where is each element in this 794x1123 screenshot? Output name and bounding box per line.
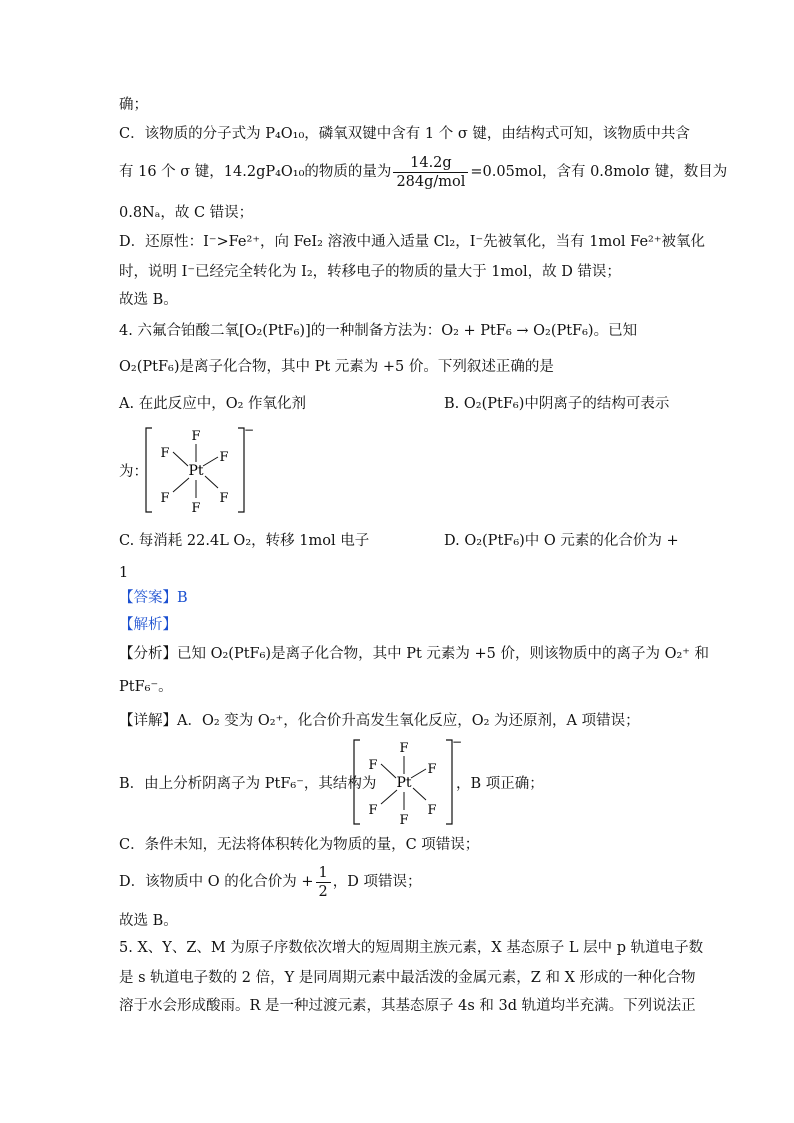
text-line-with-fraction	[119, 150, 727, 194]
f-atom-label: F	[368, 803, 378, 818]
f-atom-label: F	[160, 491, 170, 506]
f-atom-label: F	[219, 450, 229, 465]
analysis-text: 【分析】已知 O₂(PtF₆)是离子化合物，其中 Pt 元素为 +5 价，则该物质中的离子为 O₂⁺ 和	[119, 646, 710, 662]
f-atom-label: F	[160, 446, 170, 461]
f-atom-label: F	[399, 813, 409, 828]
fraction-numerator: 14.2g	[393, 154, 468, 173]
question-5-stem: 5. X、Y、Z、M 为原子序数依次增大的短周期主族元素，X 基态原子 L 层中 p 轨道电子数	[119, 940, 704, 956]
text-segment: D．该物质中 O 的化合价为 +	[119, 874, 314, 890]
text-line: 时，说明 I⁻已经完全转化为 I₂，转移电子的物质的量大于 1mol，故 D 错误；	[119, 264, 621, 280]
f-atom-label: F	[368, 758, 378, 773]
option-c: C. 每消耗 22.4L O₂，转移 1mol 电子	[119, 533, 370, 549]
ptf6-structure-diagram	[145, 424, 255, 516]
text-line: 故选 B。	[119, 292, 178, 308]
charge-label: −	[243, 424, 255, 437]
detail-c: C．条件未知，无法将体积转化为物质的量，C 项错误；	[119, 837, 480, 853]
detail-b-end: ，B 项正确；	[456, 776, 544, 792]
detail-a: 【详解】A．O₂ 变为 O₂⁺，化合价升高发生氧化反应，O₂ 为还原剂，A 项错误；	[119, 713, 640, 729]
text-line: D．还原性：I⁻>Fe²⁺，向 FeI₂ 溶液中通入适量 Cl₂，I⁻先被氧化，当有 1mol Fe²⁺被氧化	[119, 234, 705, 250]
answer-label: 【答案】B	[119, 590, 188, 606]
final-selection: 故选 B。	[119, 913, 178, 929]
f-atom-label: F	[427, 762, 437, 777]
option-d-continued: 1	[119, 565, 129, 581]
option-d: D. O₂(PtF₆)中 O 元素的化合价为 +	[444, 533, 679, 549]
f-atom-label: F	[427, 803, 437, 818]
pt-atom-label: Pt	[188, 463, 204, 479]
question-4-stem: O₂(PtF₆)是离子化合物，其中 Pt 元素为 +5 价。下列叙述正确的是	[119, 359, 554, 375]
fraction-denominator: 284g/mol	[396, 173, 466, 190]
pt-atom-label: Pt	[396, 775, 412, 791]
option-a: A. 在此反应中，O₂ 作氧化剂	[119, 396, 306, 412]
f-atom-label: F	[191, 429, 201, 444]
question-5-stem: 溶于水会形成酸雨。R 是一种过渡元素，其基态原子 4s 和 3d 轨道均半充满。下列说法正	[119, 998, 696, 1014]
text-line: 确；	[119, 97, 148, 113]
f-atom-label: F	[219, 491, 229, 506]
text-line: 0.8Nₐ，故 C 错误；	[119, 205, 254, 221]
option-b-continued: 为：	[119, 464, 148, 480]
fraction-denominator: 2	[318, 883, 328, 900]
ptf6-structure-diagram-2	[353, 736, 463, 828]
text-line: C．该物质的分子式为 P₄O₁₀，磷氧双键中含有 1 个 σ 键，由结构式可知，该物质中共含	[119, 126, 690, 142]
option-b: B. O₂(PtF₆)中阴离子的结构可表示	[444, 396, 670, 412]
text-segment: 有 16 个 σ 键，14.2gP₄O₁₀的物质的量为	[119, 164, 392, 180]
fraction-numerator: 1	[316, 864, 331, 883]
text-segment: =0.05mol，含有 0.8molσ 键，数目为	[470, 164, 728, 180]
fraction	[316, 864, 331, 901]
text-segment: ，D 项错误；	[332, 874, 422, 890]
f-atom-label: F	[191, 501, 201, 516]
analysis-text: PtF₆⁻。	[119, 679, 173, 695]
detail-b-start: B．由上分析阴离子为 PtF₆⁻，其结构为	[119, 776, 377, 792]
analysis-heading: 【解析】	[119, 617, 177, 633]
question-5-stem: 是 s 轨道电子数的 2 倍，Y 是同周期元素中最活泼的金属元素，Z 和 X 形成的一种化合物	[119, 970, 696, 986]
detail-d	[119, 860, 421, 904]
f-atom-label: F	[399, 741, 409, 756]
fraction	[393, 154, 468, 191]
charge-label: −	[451, 736, 463, 749]
question-4-stem: 4. 六氟合铂酸二氧[O₂(PtF₆)]的一种制备方法为：O₂ + PtF₆ → O₂(PtF₆)。已知	[119, 323, 638, 339]
